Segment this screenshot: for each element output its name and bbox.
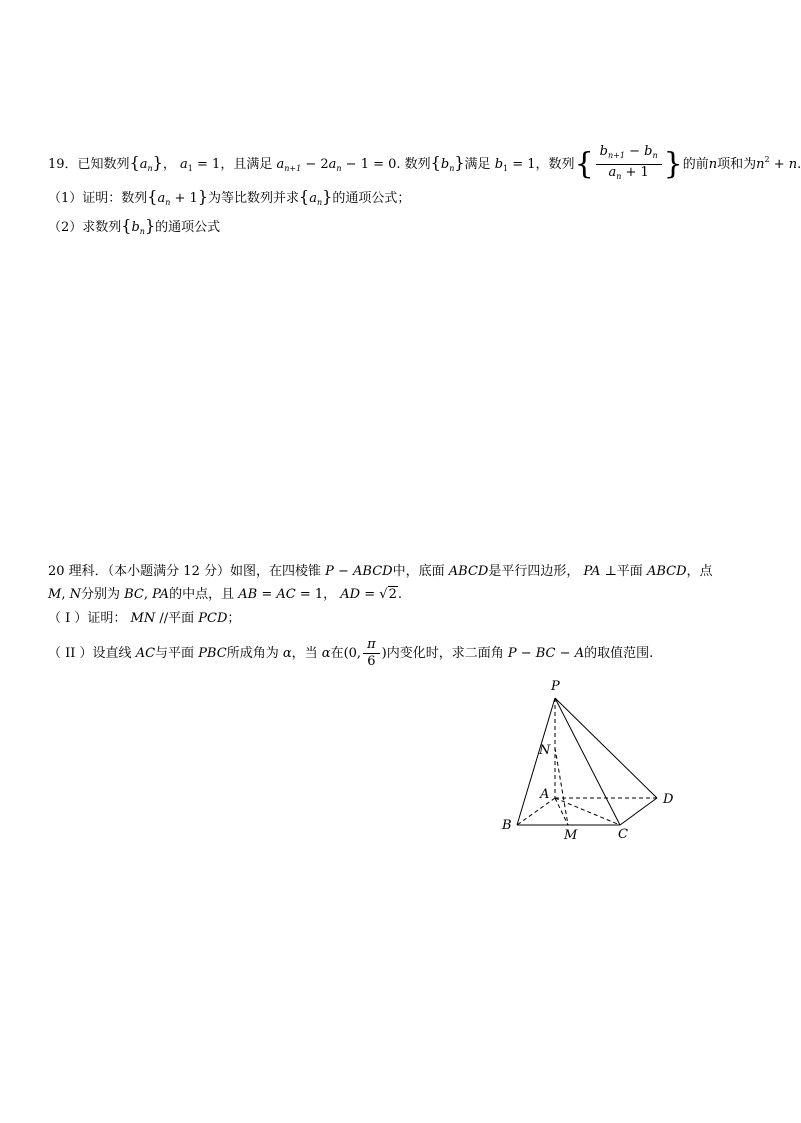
label-N: N: [539, 743, 551, 758]
edge-PD: [555, 698, 657, 798]
label-M: M: [564, 828, 578, 843]
edge-AB: [517, 798, 555, 825]
q19-fraction: $\frac{b_{n+1} - b_n}{a_n + 1}$: [596, 145, 662, 184]
q19-number: 19．: [48, 157, 78, 172]
label-C: C: [618, 827, 628, 842]
edge-AC: [555, 798, 620, 825]
q20-part1: （ I ）证明： MN //平面 PCD；: [48, 611, 241, 626]
q19-part2: （2）求数列$\{b_n\}$的通项公式: [48, 216, 221, 236]
q20-pi-fraction: $\frac{\pi}{6}$: [363, 638, 380, 669]
label-A: A: [540, 787, 550, 802]
label-P: P: [551, 679, 560, 694]
q20-part2: （ II ）设直线 AC与平面 PBC所成角为 α，当 α在(0, $\frac{\pi}{6}$ )内变化时，求二面角 P − BC − A的取值范围.: [48, 637, 654, 669]
q19-part1: （1）证明：数列$\{a_n + 1\}$为等比数列并求$\{a_n\}$的通项公式；: [48, 187, 411, 207]
q20-stem-line2: M, N分别为 BC, PA的中点，且 AB = AC = 1， AD = √2.: [48, 587, 402, 602]
label-B: B: [502, 818, 512, 833]
edge-CD: [620, 798, 657, 825]
q19-stem: 19．已知数列$\{a_n\}$， $a_1 = 1$，且满足 $a_{n+1} - 2a_n - 1 = 0$. 数列$\{b_n\}$满足 $b_1 = 1$，数列{ $\frac{b_{n+1} - b_n}{a_n + 1}$ }的前n项和为$n^2 + n$.: [48, 145, 801, 184]
edge-PB: [517, 698, 555, 825]
pyramid-figure: [495, 676, 695, 846]
edge-MN: [555, 748, 568, 825]
q20-stem-line1: 20 理科．（本小题满分 12 分）如图，在四棱锥 P − ABCD中，底面 ABCD是平行四边形， PA ⊥平面 ABCD，点: [48, 564, 713, 579]
label-D: D: [663, 792, 674, 807]
